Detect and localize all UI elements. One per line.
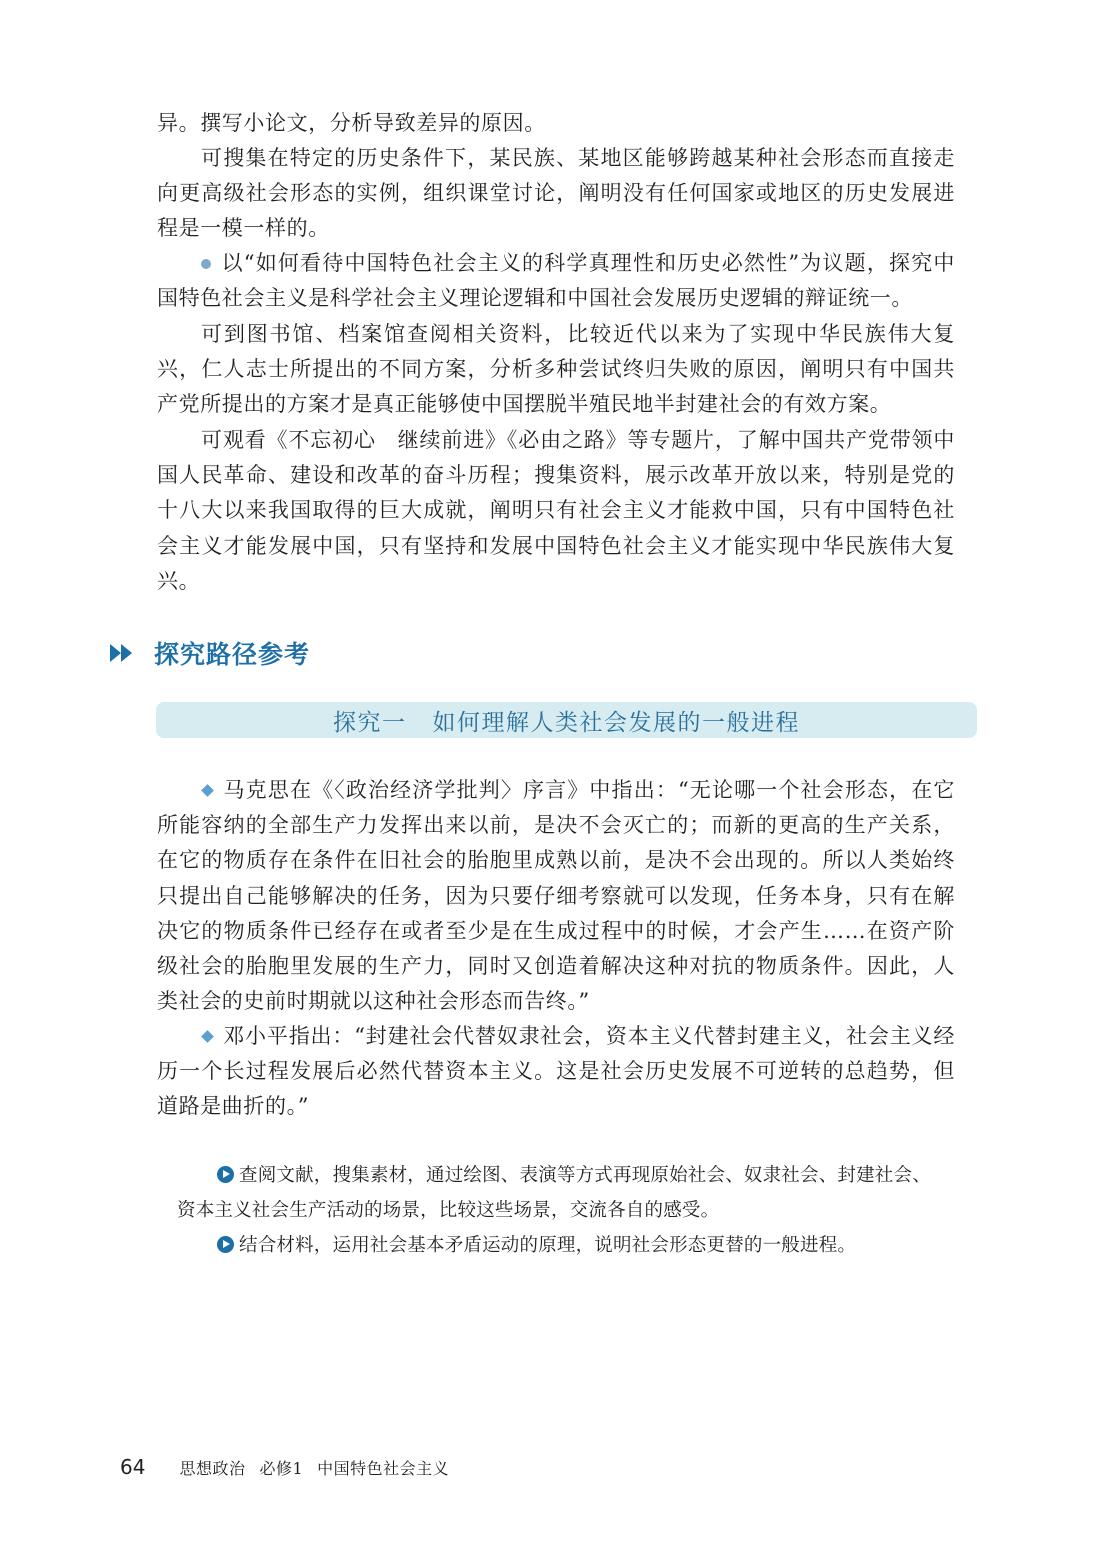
paragraph-library-research: 可到图书馆、档案馆查阅相关资料，比较近代以来为了实现中华民族伟大复兴，仁人志士所提出的不同方案，分析多种尝试终归失败的原因，阐明只有中国共产党所提出的方案才是真正能够使中国摆脱半殖民地半封建社会的有效方案。: [157, 322, 955, 417]
diamond-bullet-icon: [201, 1030, 214, 1043]
section-heading: [110, 633, 310, 673]
diamond-bullet-icon: [201, 784, 214, 797]
circle-arrow-icon: [217, 1236, 234, 1253]
double-triangle-icon: [110, 643, 134, 663]
paragraph-documentary: 可观看《不忘初心 继续前进》《必由之路》等专题片，了解中国共产党带领中国人民革命、建设和改革的奋斗历程；搜集资料，展示改革开放以来，特别是党的十八大以来我国取得的巨大成就，阐明只有社会主义才能救中国，只有中国特色社会主义才能发展中国，只有坚持和发展中国特色社会主义才能实现中华民族伟大复兴。: [157, 428, 955, 593]
circle-arrow-icon: [217, 1166, 234, 1183]
footer-book-info: [179, 1456, 463, 1479]
footer-volume: 必修1: [259, 1459, 304, 1478]
task-text: 查阅文献，搜集素材，通过绘图、表演等方式再现原始社会、奴隶社会、封建社会、资本主义社会生产活动的场景，比较这些场景，交流各自的感受。: [177, 1165, 931, 1221]
quote-deng: [157, 1019, 955, 1125]
task-text: 结合材料，运用社会基本矛盾运动的原理，说明社会形态更替的一般进程。: [239, 1235, 857, 1256]
inquiry-band: [156, 702, 977, 738]
paragraph-cross-form-example: 可搜集在特定的历史条件下，某民族、某地区能够跨越某种社会形态而直接走向更高级社会形态的实例，组织课堂讨论，阐明没有任何国家或地区的历史发展进程是一模一样的。: [157, 146, 955, 241]
quote-marx-text: 马克思在《〈政治经济学批判〉序言》中指出：“无论哪一个社会形态，在它所能容纳的全部生产力发挥出来以前，是决不会灭亡的；而新的更高的生产关系，在它的物质存在条件在旧社会的胎胞里成熟以前，是决不会出现的。所以人类始终只提出自己能够解决的任务，因为只要仔细考察就可以发现，任务本身，只有在解决它的物质条件已经存在或者至少是在生成过程中的时候，才会产生……在资产阶级社会的胎胞里发展的生产力，同时又创造着解决这种对抗的物质条件。因此，人类社会的史前时期就以这种社会形态而告终。”: [157, 778, 955, 1014]
paragraph-topic-bullet: [157, 246, 955, 316]
page-number: 64: [120, 1455, 146, 1479]
paragraph-continuation: 异。撰写小论文，分析导致差异的原因。: [157, 111, 546, 135]
inquiry-title: 如何理解人类社会发展的一般进程: [432, 709, 800, 736]
section-title: 探究路径参考: [154, 640, 311, 669]
dot-bullet-icon: [201, 259, 211, 269]
inquiry-label: 探究一: [333, 709, 407, 736]
page-footer: [120, 1455, 463, 1485]
quote-marx: [157, 773, 955, 1019]
task-item-explain: [217, 1228, 987, 1263]
inquiry-heading: [333, 704, 800, 737]
topic-text: 以“如何看待中国特色社会主义的科学真理性和历史必然性”为议题，探究中国特色社会主义是科学社会主义理论逻辑和中国社会发展历史逻辑的辩证统一。: [157, 251, 955, 311]
task-item-reenact: [177, 1158, 947, 1228]
quote-deng-text: 邓小平指出：“封建社会代替奴隶社会，资本主义代替封建主义，社会主义经历一个长过程发展后必然代替资本主义。这是社会历史发展不可逆转的总趋势，但道路是曲折的。”: [157, 1024, 955, 1119]
footer-book-title: 中国特色社会主义: [317, 1459, 450, 1478]
footer-subject: 思想政治: [179, 1459, 246, 1478]
